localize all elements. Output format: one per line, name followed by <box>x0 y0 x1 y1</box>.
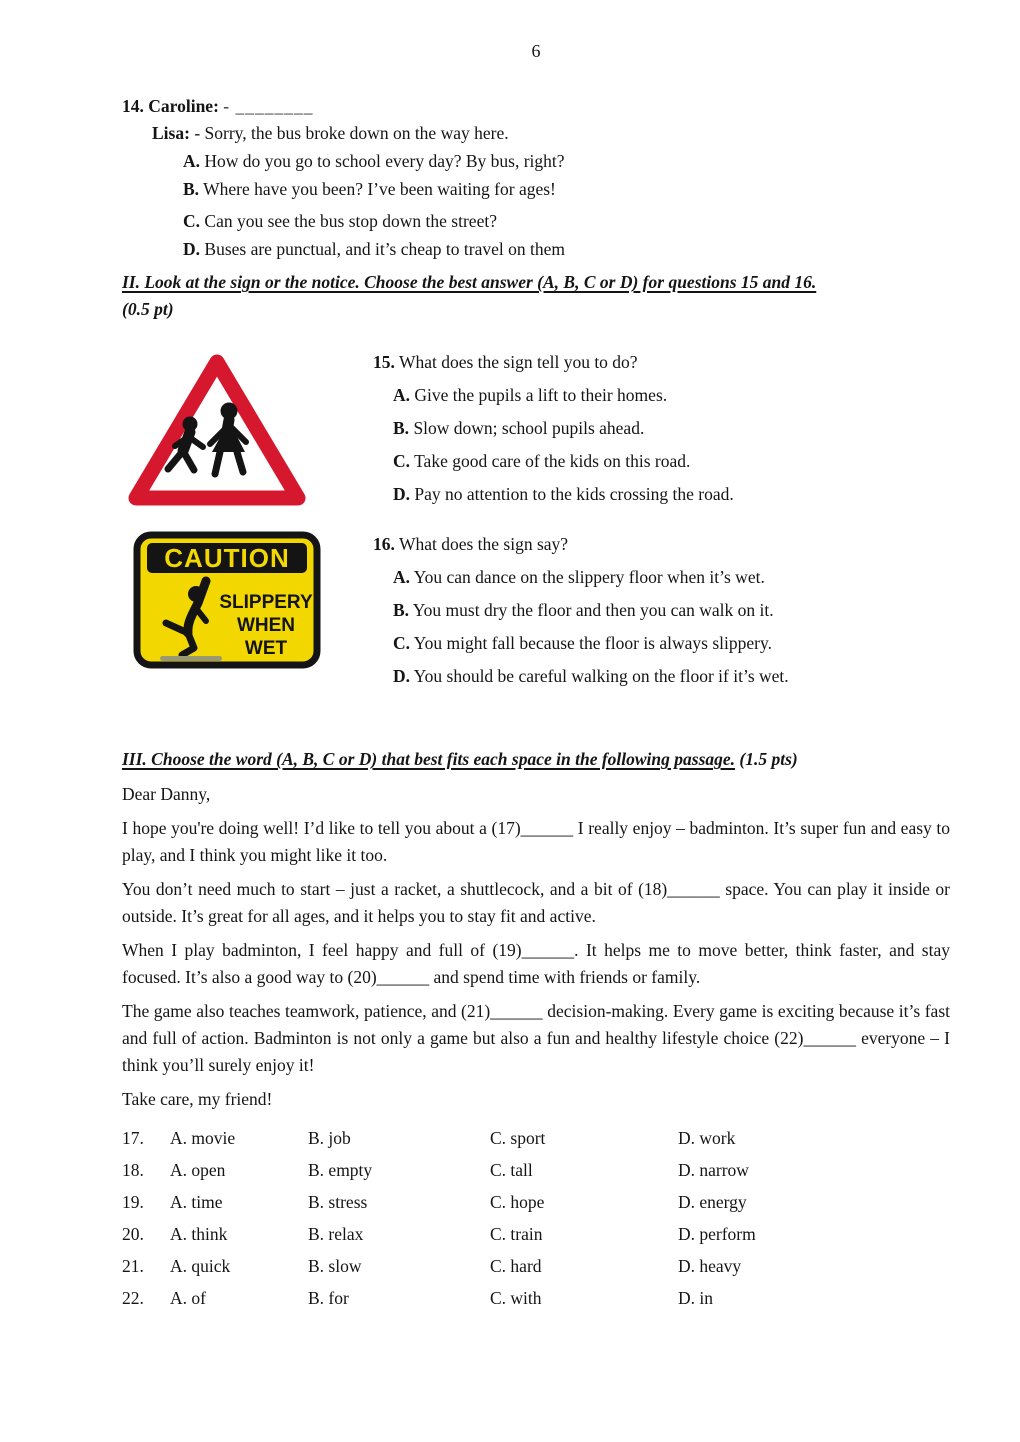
row-22-option-d: D. in <box>678 1288 713 1308</box>
row-17-option-d: D. work <box>678 1128 736 1148</box>
q14-option-d-letter: D. <box>183 239 201 259</box>
row-20-num: 20. <box>122 1224 144 1244</box>
row-17-option-c: C. sport <box>490 1128 546 1148</box>
question-16-text: What does the sign say? <box>398 534 569 554</box>
caution-line3: WET <box>244 638 288 659</box>
q15-option-a-letter: A. <box>393 385 411 405</box>
row-19-option-c: C. hope <box>490 1192 545 1212</box>
q14-option-d <box>183 236 950 263</box>
q15-option-a-text: Give the pupils a lift to their homes. <box>414 385 668 405</box>
q16-option-a-letter: A. <box>393 567 411 587</box>
question-14-options <box>183 148 950 263</box>
row-21-option-c: C. hard <box>490 1256 542 1276</box>
row-18-option-a: A. open <box>170 1160 226 1180</box>
row-20-option-a: A. think <box>170 1224 228 1244</box>
row-20-option-d: D. perform <box>678 1224 756 1244</box>
cloze-options-table <box>122 1122 950 1314</box>
question-15-text: What does the sign tell you to do? <box>398 352 638 372</box>
letter-salutation: Dear Danny, <box>122 784 211 804</box>
q15-option-d-letter: D. <box>393 484 411 504</box>
section-2-points: (0.5 pt) <box>122 299 174 319</box>
row-19-option-b: B. stress <box>308 1192 368 1212</box>
q16-option-c-text: You might fall because the floor is always slippery. <box>413 633 772 653</box>
q14-option-a <box>183 148 950 175</box>
row-22-option-a: A. of <box>170 1288 206 1308</box>
q16-option-b <box>393 597 950 624</box>
question-14-blank: - ________ <box>223 96 314 116</box>
caution-slippery-sign-icon <box>132 531 322 676</box>
caution-line1: SLIPPERY <box>219 592 313 613</box>
q14-option-b <box>183 176 950 203</box>
question-14-number: 14. <box>122 96 144 116</box>
q15-option-d-text: Pay no attention to the kids crossing the road. <box>414 484 734 504</box>
section-3-points: (1.5 pts) <box>739 749 798 769</box>
passage-paragraph-3: When I play badminton, I feel happy and full of (19)______. It helps me to move better, think faster, and stay focused. It’s also a good way to (20)______ and spend time with friends or family. <box>122 940 950 987</box>
signs-and-questions <box>122 349 950 690</box>
row-19-num: 19. <box>122 1192 144 1212</box>
section-2-heading-text: II. Look at the sign or the notice. Choose the best answer (A, B, C or D) for questions 15 and 16. <box>122 272 817 292</box>
q16-option-a-text: You can dance on the slippery floor when it’s wet. <box>413 567 765 587</box>
row-17-option-b: B. job <box>308 1128 351 1148</box>
caution-slippery-sign <box>122 531 373 684</box>
q16-option-d <box>393 663 950 690</box>
q15-option-c <box>393 448 950 475</box>
q14-option-b-letter: B. <box>183 179 200 199</box>
q16-option-c-letter: C. <box>393 633 411 653</box>
q14-option-a-text: How do you go to school every day? By bus, right? <box>204 151 565 171</box>
row-19-option-d: D. energy <box>678 1192 747 1212</box>
row-21-option-a: A. quick <box>170 1256 231 1276</box>
row-18-option-c: C. tall <box>490 1160 533 1180</box>
lisa-speaker-label: Lisa: <box>152 123 190 143</box>
question-15 <box>373 349 950 508</box>
sign-row-15 <box>122 349 950 519</box>
q15-option-b-letter: B. <box>393 418 410 438</box>
q14-option-d-text: Buses are punctual, and it’s cheap to travel on them <box>204 239 565 259</box>
row-22-num: 22. <box>122 1288 144 1308</box>
row-20-option-c: C. train <box>490 1224 543 1244</box>
q15-option-b <box>393 415 950 442</box>
row-21-num: 21. <box>122 1256 144 1276</box>
section-2-heading <box>122 269 950 323</box>
passage-paragraph-1: I hope you're doing well! I’d like to tell you about a (17)______ I really enjoy – badminton. It’s super fun and easy to play, and I think you might like it too. <box>122 818 950 865</box>
q14-option-b-text: Where have you been? I’ve been waiting for ages! <box>203 179 556 199</box>
question-14-speaker: Caroline: <box>148 96 219 116</box>
row-19-option-a: A. time <box>170 1192 223 1212</box>
caution-line2: WHEN <box>236 615 296 636</box>
row-21-option-b: B. slow <box>308 1256 362 1276</box>
q16-option-c <box>393 630 950 657</box>
passage-paragraph-4: The game also teaches teamwork, patience, and (21)______ decision-making. Every game is exciting because it’s fast and full of action. Badminton is not only a game but also a fun and healthy lifestyle choice (22)______ everyone – I think you’ll surely enjoy it! <box>122 1001 950 1075</box>
row-20-option-b: B. relax <box>308 1224 364 1244</box>
row-22-option-c: C. with <box>490 1288 542 1308</box>
q14-option-a-letter: A. <box>183 151 201 171</box>
section-3-heading-text: III. Choose the word (A, B, C or D) that best fits each space in the following passage. <box>122 749 736 769</box>
question-14-lisa-line <box>152 120 950 147</box>
row-21-option-d: D. heavy <box>678 1256 742 1276</box>
school-crossing-sign-icon <box>126 351 308 511</box>
q15-option-d <box>393 481 950 508</box>
question-16 <box>373 531 950 690</box>
q15-option-a <box>393 382 950 409</box>
q16-option-b-text: You must dry the floor and then you can walk on it. <box>412 600 774 620</box>
q15-option-b-text: Slow down; school pupils ahead. <box>413 418 645 438</box>
q15-option-c-text: Take good care of the kids on this road. <box>414 451 691 471</box>
section-3-heading <box>122 746 950 773</box>
section-3 <box>122 746 950 1314</box>
letter-closing: Take care, my friend! <box>122 1089 273 1109</box>
page-number: 6 <box>531 41 541 61</box>
q15-option-c-letter: C. <box>393 451 411 471</box>
q14-option-c-text: Can you see the bus stop down the street? <box>204 211 497 231</box>
q16-option-d-text: You should be careful walking on the floor if it’s wet. <box>413 666 789 686</box>
lisa-text: - Sorry, the bus broke down on the way here. <box>194 123 509 143</box>
question-16-title <box>373 531 950 558</box>
q16-option-b-letter: B. <box>393 600 410 620</box>
row-17-option-a: A. movie <box>170 1128 236 1148</box>
caution-title: CAUTION <box>164 543 290 573</box>
q16-option-d-letter: D. <box>393 666 411 686</box>
passage-paragraph-2: You don’t need much to start – just a racket, a shuttlecock, and a bit of (18)______ space. You can play it inside or outside. It’s great for all ages, and it helps you to stay fit and active. <box>122 879 950 926</box>
question-14-heading <box>122 93 950 120</box>
row-18-option-d: D. narrow <box>678 1160 749 1180</box>
q14-option-c <box>183 208 950 235</box>
question-16-number: 16. <box>373 534 395 554</box>
row-17-num: 17. <box>122 1128 144 1148</box>
sign-row-16 <box>122 531 950 690</box>
row-18-option-b: B. empty <box>308 1160 373 1180</box>
q16-option-a <box>393 564 950 591</box>
question-15-number: 15. <box>373 352 395 372</box>
row-22-option-b: B. for <box>308 1288 349 1308</box>
q14-option-c-letter: C. <box>183 211 201 231</box>
school-crossing-sign <box>122 349 373 519</box>
question-15-title <box>373 349 950 376</box>
row-18-num: 18. <box>122 1160 144 1180</box>
